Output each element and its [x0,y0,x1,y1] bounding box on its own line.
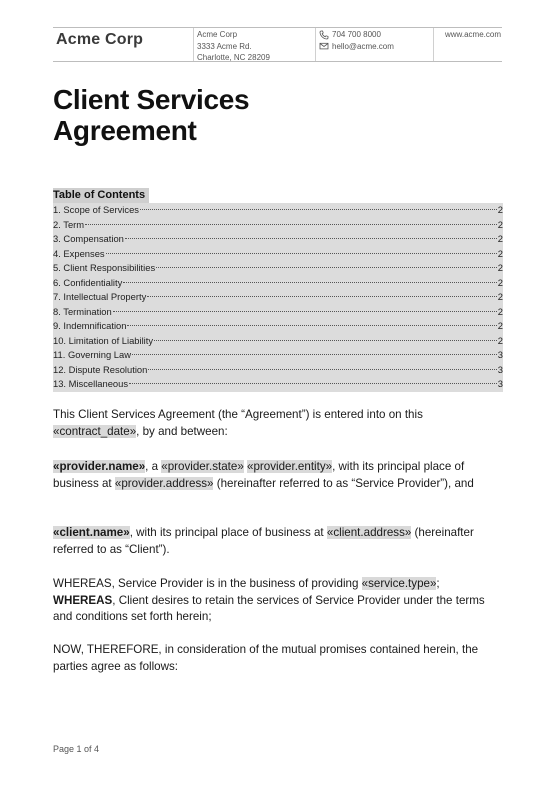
now-therefore-paragraph: NOW, THEREFORE, in consideration of the mutual promises contained herein, the parties agree as follows: [53,643,479,673]
intro-text-end: , by and between: [136,424,228,438]
document-header [53,27,502,62]
toc-item[interactable] [53,305,503,320]
client-text-2: (hereinafter referred to as “Client”). [53,526,474,556]
intro-text: This Client Services Agreement (the “Agreement”) is entered into on this [53,408,423,421]
toc-item-label: 9. Indemnification [53,320,127,331]
toc-item-label: 12. Dispute Resolution [53,363,148,375]
toc-item-page: 2 [497,233,503,244]
toc-item[interactable] [53,232,503,247]
placeholder-provider-address[interactable]: «provider.address» [114,476,214,490]
email-line [319,41,429,53]
whereas-text-3: , Client desires to retain the services of Service Provider under the terms and conditions set forth herein; [53,593,485,623]
toc-leader-dots [132,354,497,355]
intro-paragraph [53,407,503,440]
whereas-bold: WHEREAS [53,593,113,607]
toc-leader-dots [140,209,497,210]
toc-leader-dots [148,369,496,370]
header-address-cell [193,28,315,61]
toc-title: Table of Contents [53,188,149,203]
toc-leader-dots [156,267,497,268]
toc-leader-dots [147,296,497,297]
toc-item-label: 5. Client Responsibilities [53,262,156,273]
toc-item[interactable] [53,276,503,291]
title-line-1: Client Services [53,84,250,115]
toc-item-label: 2. Term [53,218,85,230]
placeholder-client-address[interactable]: «client.address» [326,526,412,539]
toc-item-page: 2 [497,334,503,346]
toc-item[interactable] [53,247,503,262]
toc-item[interactable] [53,348,503,363]
toc-item-page: 2 [497,291,503,302]
whereas-text-1: WHEREAS, Service Provider is in the business of providing [53,577,362,590]
toc-item-label: 6. Confidentiality [53,276,123,288]
toc-item-page: 2 [497,204,503,215]
toc-item[interactable] [53,203,503,218]
header-website-cell [433,28,502,61]
table-of-contents [53,185,503,392]
toc-item-label: 13. Miscellaneous [53,378,129,389]
placeholder-client-name[interactable]: «client.name» [53,526,130,539]
provider-text-4: (hereinafter referred to as “Service Provider”), and [213,476,474,490]
toc-leader-dots [129,383,497,384]
toc-item-page: 3 [497,349,503,360]
email-address: hello@acme.com [332,41,394,51]
toc-item-page: 2 [497,247,503,259]
toc-leader-dots [106,253,497,254]
toc-item-label: 7. Intellectual Property [53,291,147,302]
header-contact-cell [315,28,433,61]
document-title [53,84,493,146]
toc-leader-dots [127,325,496,326]
toc-list [53,203,503,392]
toc-leader-dots [154,340,497,341]
client-paragraph [53,525,503,558]
address-line-2: 3333 Acme Rd. [197,41,252,51]
toc-item[interactable] [53,334,503,349]
phone-line [319,29,429,41]
toc-item[interactable] [53,290,503,305]
toc-item-page: 3 [497,378,503,389]
toc-item[interactable] [53,363,503,378]
provider-text-3: , with its principal place of business at [53,460,465,490]
toc-item-page: 2 [497,262,503,273]
toc-item-page: 3 [497,363,503,375]
website-link[interactable]: www.acme.com [444,30,501,39]
toc-item-label: 8. Termination [53,305,112,317]
whereas-paragraph [53,576,503,626]
client-text-1: , with its principal place of business at [129,526,327,539]
provider-paragraph [53,459,503,492]
toc-item[interactable] [53,218,503,233]
toc-item-label: 3. Compensation [53,233,124,244]
placeholder-provider-name[interactable]: «provider.name» [53,460,146,473]
toc-item-label: 1. Scope of Services [53,204,139,215]
address-line-3: Charlotte, NC 28209 [197,53,270,62]
placeholder-provider-entity[interactable]: «provider.entity» [247,460,333,473]
toc-item-label: 11. Governing Law [53,349,131,360]
toc-leader-dots [85,224,497,225]
phone-icon [319,30,329,40]
placeholder-contract-date[interactable]: «contract_date» [53,424,137,438]
toc-item[interactable] [53,377,503,392]
address-line-1: Acme Corp [197,30,238,39]
toc-item-label: 4. Expenses [53,247,105,259]
company-logo-text: Acme Corp [56,31,144,48]
toc-item-label: 10. Limitation of Liability [53,334,154,346]
placeholder-service-type[interactable]: «service.type» [361,577,437,590]
toc-leader-dots [125,238,497,239]
title-line-2: Agreement [53,115,197,146]
phone-number: 704 700 8000 [332,30,381,39]
whereas-text-2: ; [436,577,440,590]
provider-text-1: , a [145,460,162,473]
toc-leader-dots [123,282,496,283]
toc-item[interactable] [53,261,503,276]
toc-item-page: 2 [497,305,503,317]
toc-item-page: 2 [497,276,503,288]
toc-leader-dots [113,311,497,312]
mail-icon [319,41,329,51]
placeholder-provider-state[interactable]: «provider.state» [161,460,244,473]
header-brand-cell [53,28,193,61]
toc-item[interactable] [53,319,503,334]
page-number: Page 1 of 4 [53,744,100,754]
toc-item-page: 2 [497,218,503,230]
toc-item-page: 2 [497,320,503,331]
